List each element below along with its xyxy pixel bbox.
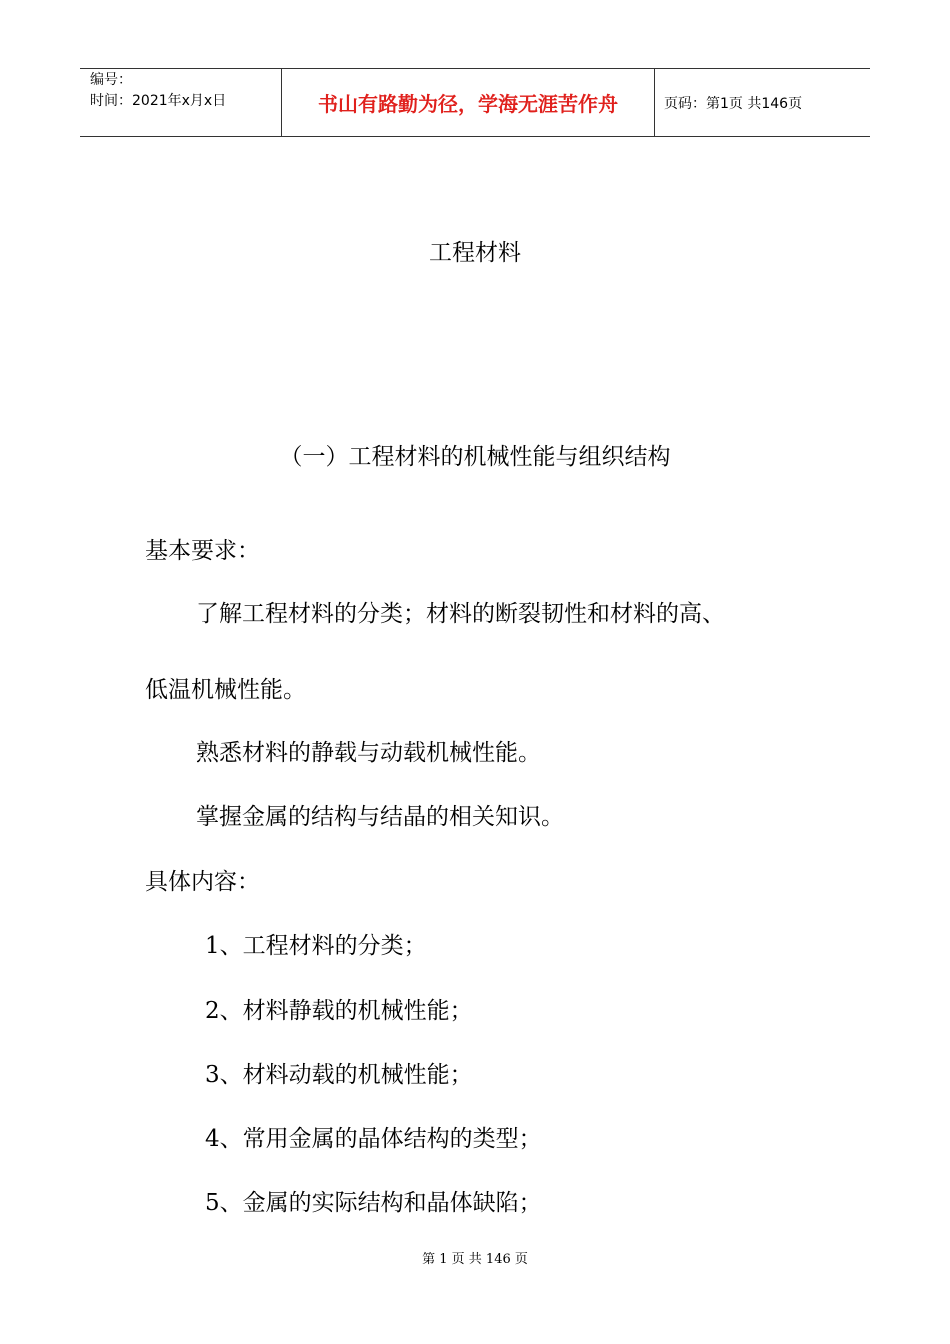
requirement-line: 掌握金属的结构与结晶的相关知识。 (196, 804, 564, 830)
header-meta (90, 70, 226, 112)
header-divider-right (654, 69, 655, 136)
content-item: 1、工程材料的分类； (205, 933, 427, 959)
content-item: 5、金属的实际结构和晶体缺陷； (205, 1190, 542, 1216)
requirement-line: 低温机械性能。 (145, 677, 306, 703)
time-label: 时间：2021年x月x日 (90, 93, 227, 109)
section-heading: （一）工程材料的机械性能与组织结构 (279, 444, 671, 470)
header-top-border (80, 68, 870, 69)
page-footer: 第 1 页 共 146 页 (422, 1252, 528, 1267)
requirement-line: 熟悉材料的静载与动载机械性能。 (196, 740, 541, 766)
requirement-line: 了解工程材料的分类；材料的断裂韧性和材料的高、 (196, 601, 725, 627)
basic-requirements-label: 基本要求： (145, 538, 260, 564)
header-bottom-border (80, 136, 870, 137)
header-motto: 书山有路勤为径，学海无涯苦作舟 (318, 92, 618, 116)
header-page-info: 页码：第1页 共146页 (664, 96, 803, 112)
contents-label: 具体内容： (145, 869, 260, 895)
content-item: 2、材料静载的机械性能； (205, 998, 473, 1024)
content-item: 3、材料动载的机械性能； (205, 1062, 473, 1088)
serial-label: 编号： (90, 72, 132, 88)
document-title: 工程材料 (429, 240, 521, 266)
content-item: 4、常用金属的晶体结构的类型； (205, 1126, 542, 1152)
